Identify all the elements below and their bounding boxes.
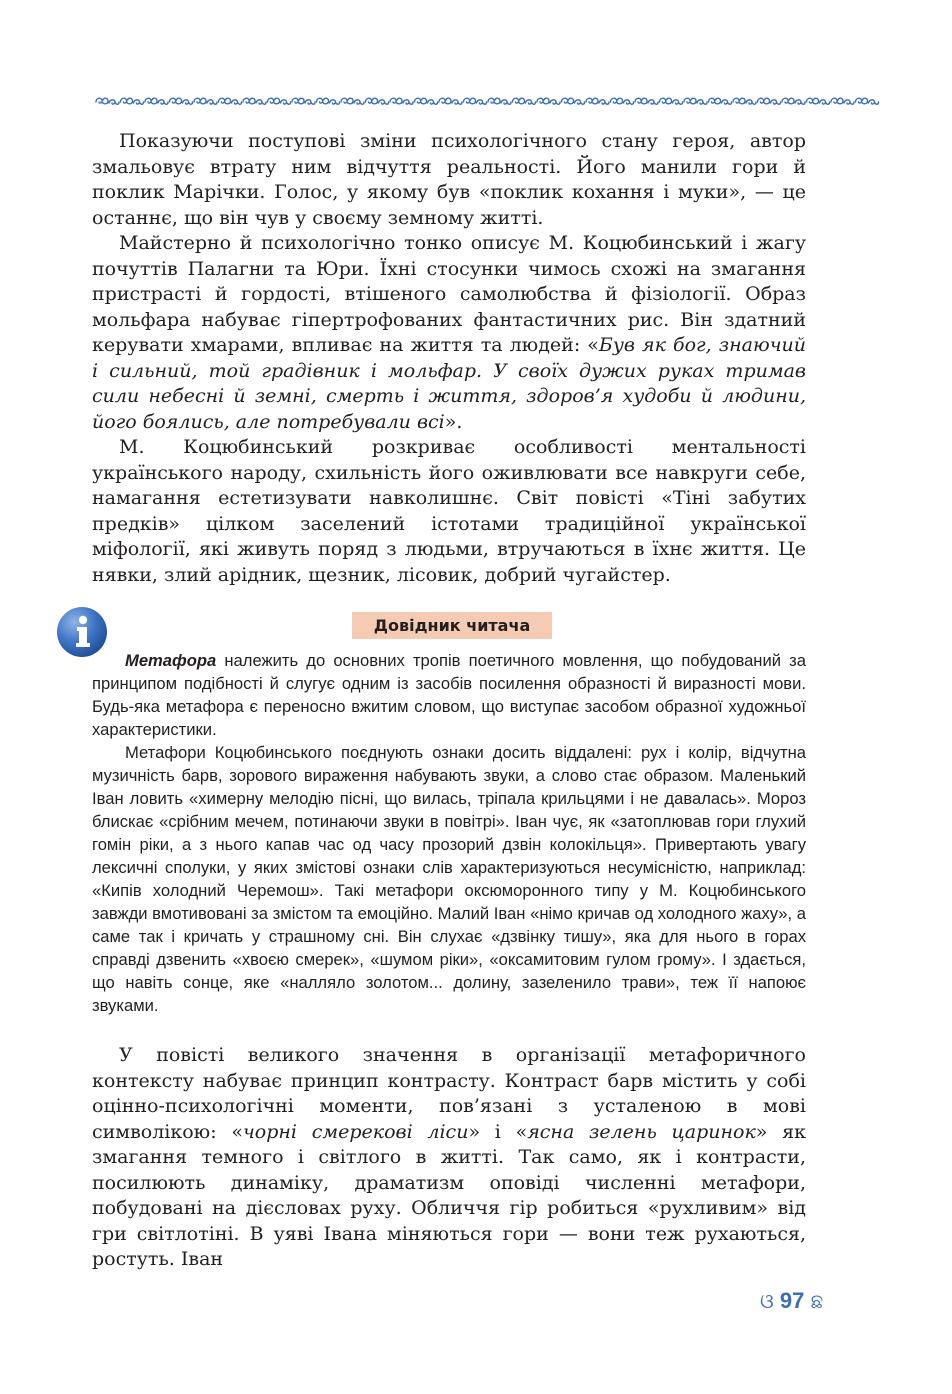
ornament-curl: [684, 98, 707, 104]
scroll-ornament-border: [92, 92, 882, 112]
paragraph: [92, 1043, 806, 1273]
ornament-curl: [219, 98, 242, 104]
text-segment: » як змагання темного і світлого в житті. Так само, як і контрасти, посилюють динаміку, драматизм оповіді численні метафори, побудовані на дієсловах руху. Обличчя гір робиться «рухливим» від гри світлотіні. В уяві Івана міняються гори — вони теж рухаються, ростуть. Іван: [92, 1120, 806, 1270]
ornament-curl: [537, 98, 560, 104]
ornament-curl: [513, 98, 536, 104]
paragraph: [92, 231, 806, 435]
page-number-block: [760, 1286, 823, 1316]
ornament-curl: [831, 98, 854, 104]
ornament-curl: [611, 98, 634, 104]
text-segment: М. Коцюбинський розкриває особливості ментальності українського народу, схильність його оживлювати все навкруги себе, намагання естетизувати навколишнє. Світ повісті «Тіні забутих предків» цілком заселений істотами традиційної української міфології, які живуть поряд з людьми, втручаються в їхнє життя. Це нявки, злий арідник, щезник, лісовик, добрий чугайстер.: [92, 436, 806, 586]
reference-box: [92, 649, 806, 1017]
term: Метафора: [125, 651, 217, 670]
text-segment: Показуючи поступові зміни психологічного стану героя, автор змальовує втрату ним відчуття реальності. Його манили гори й поклик Марічки. Голос, у якому був «поклик кохання і муки», — це останнє, що він чув у своєму земному житті.: [92, 130, 806, 229]
ornament-curl: [415, 98, 438, 104]
ornament-curl: [807, 98, 830, 104]
ornament-curl: [268, 98, 291, 104]
text-segment: Майстерно й психологічно тонко описує М. Коцюбинський і жагу почуттів Палагни та Юри. Їхні стосунки чимось схожі на змагання пристрасті й гордості, втішеного самолюбства й фізіології. Образ мольфара набуває гіпертрофованих фантастичних рис. Він здатний керувати хмарами, впливає на життя та людей: «: [92, 232, 806, 356]
page-number: 97: [779, 1288, 805, 1313]
text-segment: У повісті великого значення в організації метафоричного контексту набуває принцип контрасту. Контраст барв містить у собі оцінно-психологічні моменти, пов’язані з усталеною в мові символікою: «: [92, 1044, 806, 1143]
ornament-curl: [562, 98, 585, 104]
ornament-curl: [856, 98, 879, 104]
italic-quote: чорні смерекові ліси: [242, 1120, 469, 1143]
ornament-curl: [243, 98, 266, 104]
ornament-curl: [366, 98, 389, 104]
ornament-curl: [733, 98, 756, 104]
ornament-curl: [586, 98, 609, 104]
left-curl-icon: ଓ: [760, 1291, 774, 1313]
text-segment: Метафори Коцюбинського поєднують ознаки досить віддалені: рух і колір, відчутна музичність барв, зорового вираження набувають звуки, а слово стає образом. Маленький Іван ловить «химерну мелодію пісні, що вилась, тріпала крильцями і не давалась». Мороз блискає «срібним мечем, потинаючи звуки в повітрі». Іван чує, як «затоплював гори глухий гомін ріки, а з нього капав час од часу прозорий дзвін колокільця». Привертають увагу лексичні сполуки, у яких змістові ознаки слів характеризуються несумісністю, наприклад: «Кипів холодний Черемош». Такі метафори оксюморонного типу у М. Коцюбинського завжди вмотивовані за змістом та емоційно. Малий Іван «німо кричав од холодного жаху», а саме так і кричать у страшному сні. Він слухає «дзвінку тишу», яка для нього в горах справді дзвенить «хвоєю смерек», «шумом ріки», «оксамитовим гулом грому». І здається, що навіть сонце, яке «налляло золотом... долину, зазеленило трави», теж її напоює звуками.: [92, 743, 806, 1015]
reference-paragraph: [92, 649, 806, 741]
ornament-curl: [194, 98, 217, 104]
ornament-curl: [758, 98, 781, 104]
main-text-top: [92, 129, 806, 588]
ornament-curl: [317, 98, 340, 104]
text-segment: ».: [444, 410, 463, 433]
ornament-curl: [635, 98, 658, 104]
ornament-curl: [488, 98, 511, 104]
text-segment: » і «: [468, 1120, 528, 1143]
right-curl-icon: ଛ: [810, 1291, 824, 1313]
ornament-curl: [341, 98, 364, 104]
paragraph: [92, 435, 806, 588]
ornament-curl: [390, 98, 413, 104]
reference-title: Довідник читача: [352, 612, 552, 639]
italic-quote: ясна зелень царинок: [527, 1120, 756, 1143]
reference-paragraph: [92, 741, 806, 1017]
ornament-curl: [96, 98, 119, 104]
text-segment: належить до основних тропів поетичного мовлення, що побудований за принципом подібності й слугує одним із засобів посилення образності й виразності мови. Будь-яка метафора є переносно вжитим словом, що виступає засобом образної художньої характеристики.: [92, 651, 806, 739]
ornament-curl: [660, 98, 683, 104]
paragraph: [92, 129, 806, 231]
ornament-curl: [709, 98, 732, 104]
ornament-curl: [439, 98, 462, 104]
ornament-curl: [464, 98, 487, 104]
ornament-curl: [782, 98, 805, 104]
ornament-curl: [121, 98, 144, 104]
ornament-curl: [170, 98, 193, 104]
ornament-curl: [292, 98, 315, 104]
ornament-curl: [145, 98, 168, 104]
italic-quote: Був як бог, знаючий і сильний, той градівник і мольфар. У своїх дужих руках тримав сили небесні й земні, смерть і життя, здоров’я худоби й людини, його боялись, але потребували всі: [92, 334, 806, 433]
main-text-bottom: [92, 1043, 806, 1273]
